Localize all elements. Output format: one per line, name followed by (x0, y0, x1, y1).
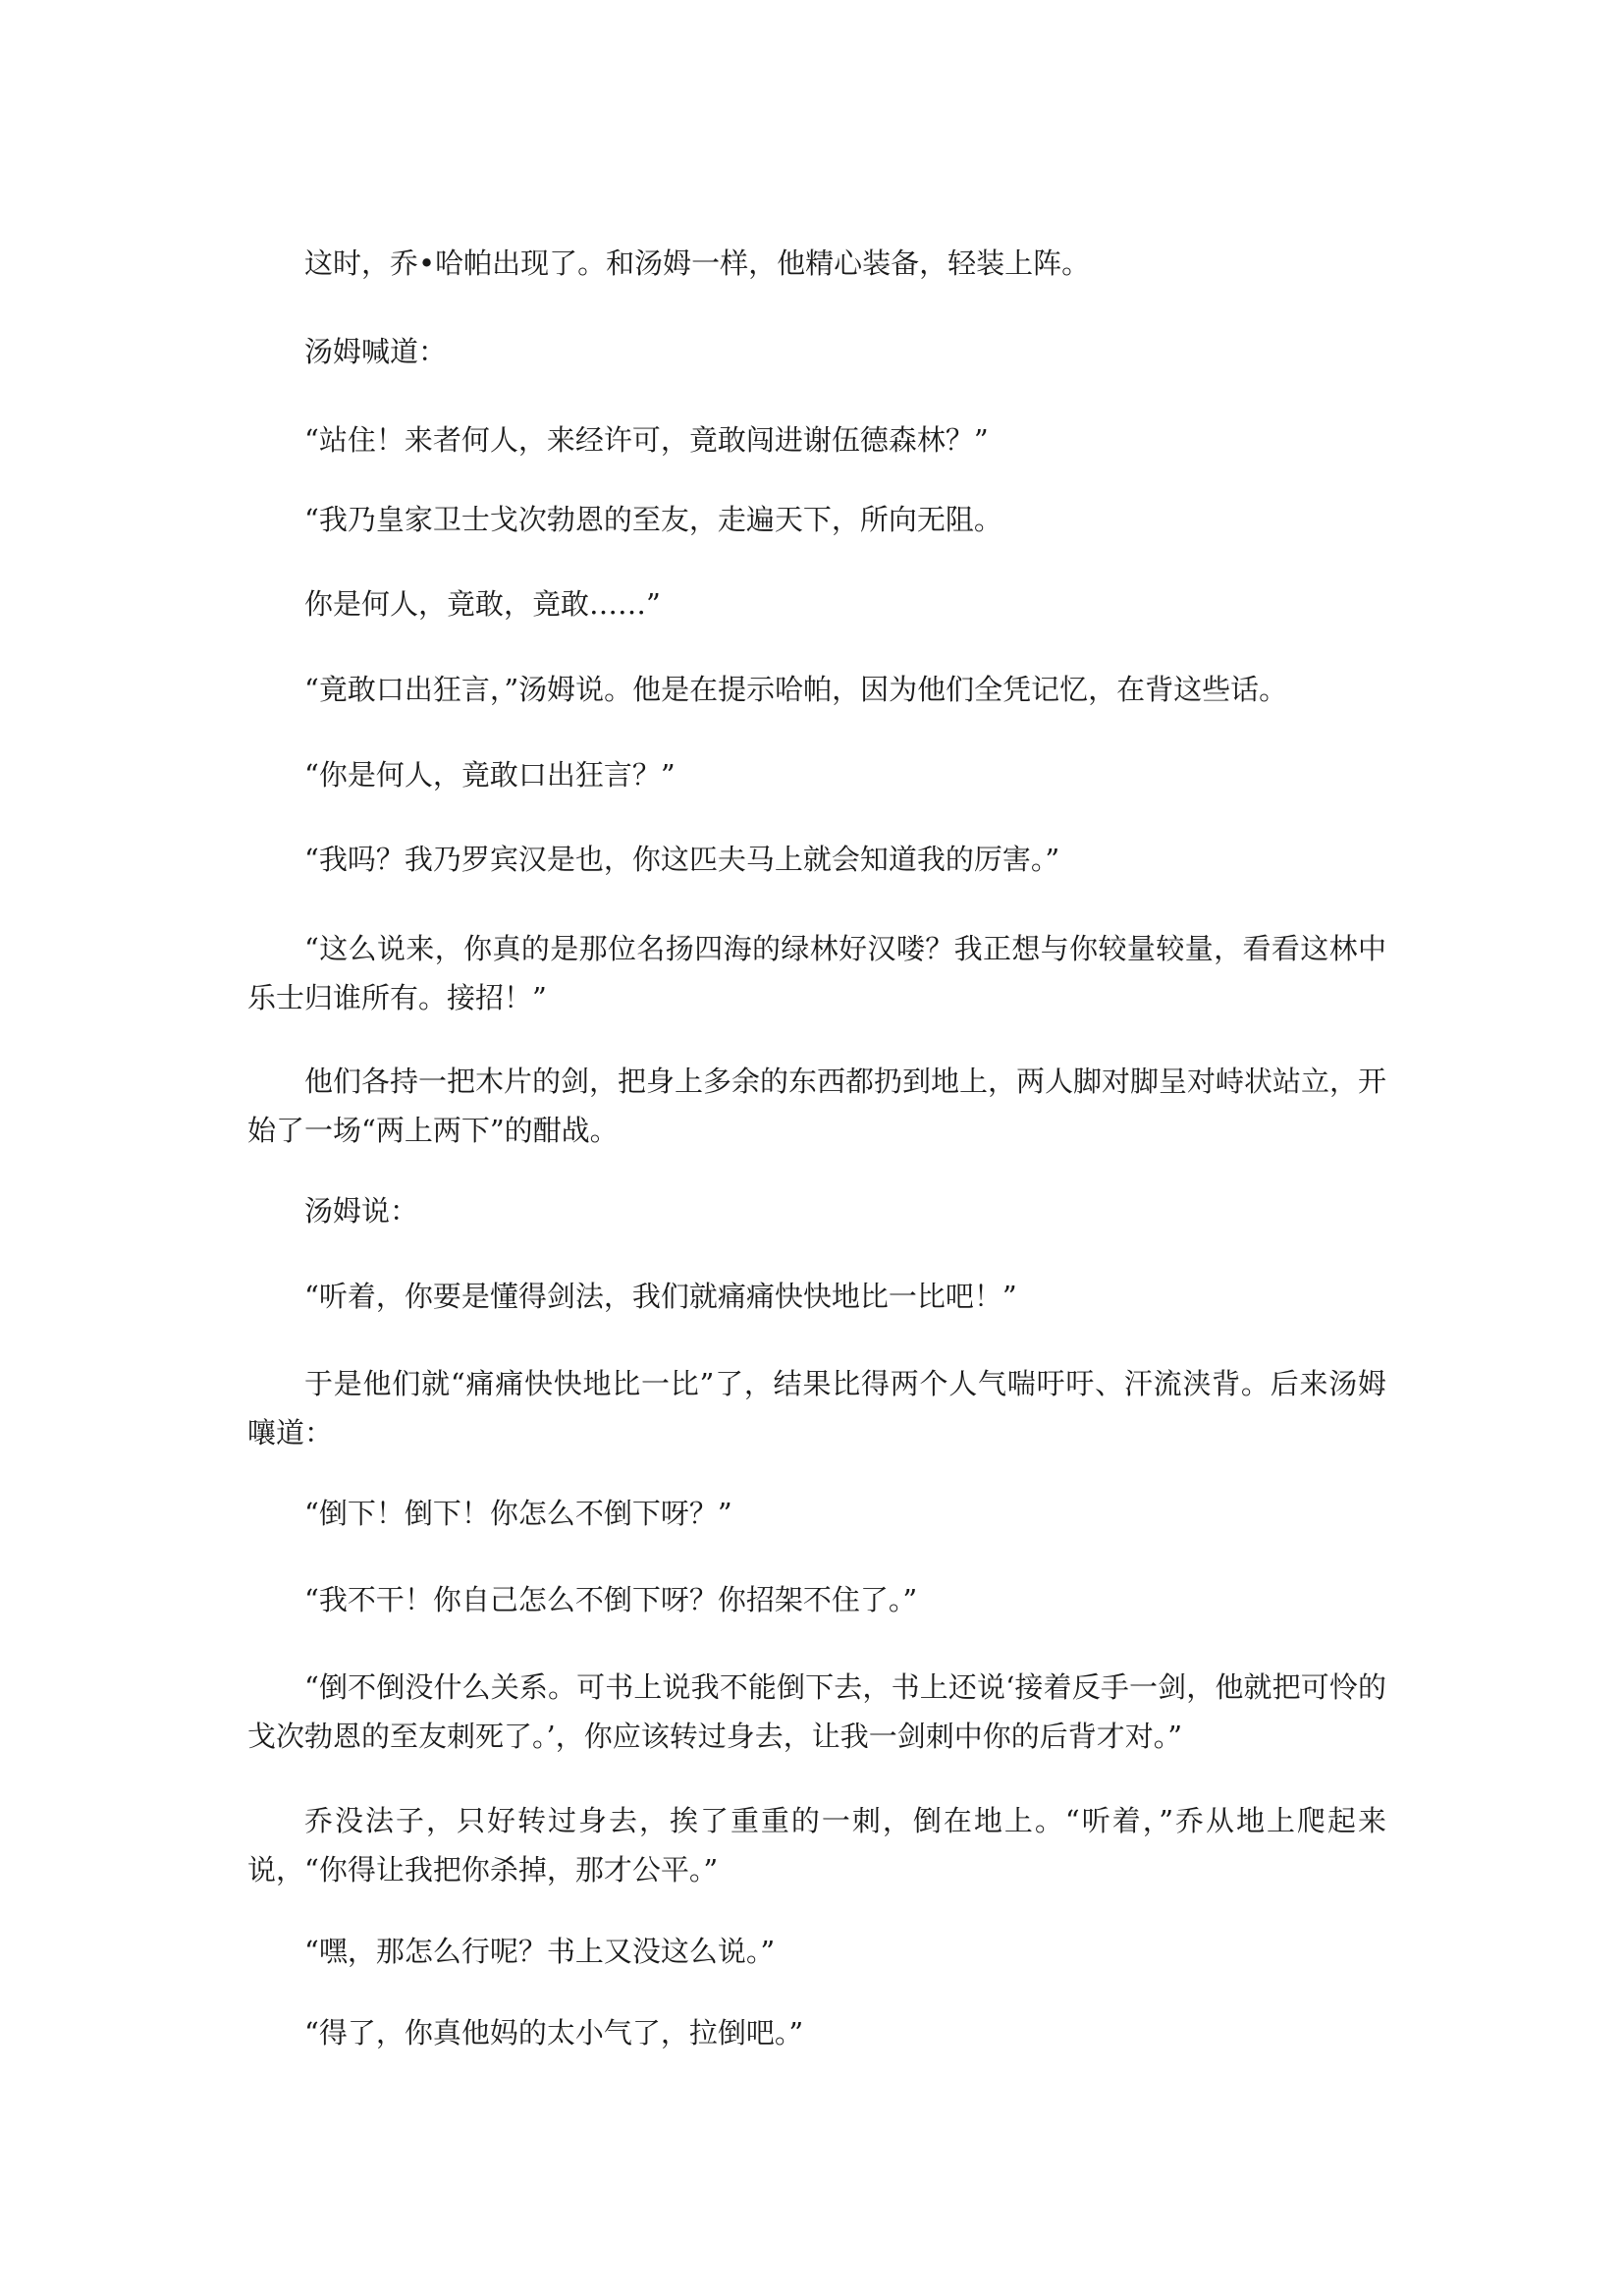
paragraph: “听着，你要是懂得剑法，我们就痛痛快快地比一比吧！” (304, 1280, 1017, 1313)
paragraph: “我不干！你自己怎么不倒下呀？你招架不住了。” (304, 1583, 918, 1616)
paragraph: “倒下！倒下！你怎么不倒下呀？” (304, 1497, 732, 1530)
paragraph: “倒不倒没什么关系。可书上说我不能倒下去，书上还说‘接着反手一剑，他就把可怜的戈次勃恩的至友刺死了。’，你应该转过身去，让我一剑刺中你的后背才对。” (247, 1670, 1386, 1753)
paragraph: “嘿，那怎么行呢？书上又没这么说。” (304, 1935, 776, 1968)
paragraph: 你是何人，竟敢，竟敢……” (304, 587, 661, 621)
paragraph: “站住！来者何人，来经许可，竟敢闯进谢伍德森林？” (304, 423, 989, 457)
paragraph: 这时，乔•哈帕出现了。和汤姆一样，他精心装备，轻装上阵。 (304, 246, 1091, 280)
paragraph: 于是他们就“痛痛快快地比一比”了，结果比得两个人气喘吁吁、汗流浃背。后来汤姆嚷道： (247, 1367, 1386, 1449)
paragraph: “得了，你真他妈的太小气了，拉倒吧。” (304, 2016, 804, 2050)
paragraph: 他们各持一把木片的剑，把身上多余的东西都扔到地上，两人脚对脚呈对峙状站立，开始了一场“两上两下”的酣战。 (247, 1065, 1387, 1147)
paragraph: “我吗？我乃罗宾汉是也，你这匹夫马上就会知道我的厉害。” (304, 843, 1060, 876)
paragraph: “竟敢口出狂言，”汤姆说。他是在提示哈帕，因为他们全凭记忆，在背这些话。 (304, 673, 1288, 706)
paragraph: “这么说来，你真的是那位名扬四海的绿林好汉喽？我正想与你较量较量，看看这林中乐士归谁所有。接招！” (247, 932, 1386, 1014)
paragraph: 汤姆喊道： (304, 335, 448, 368)
paragraph: “你是何人，竟敢口出狂言？” (304, 758, 676, 792)
paragraph: 乔没法子，只好转过身去，挨了重重的一刺，倒在地上。“听着，”乔从地上爬起来 说，“你得让我把你杀掉，那才公平。” (247, 1804, 1386, 1886)
paragraph: “我乃皇家卫士戈次勃恩的至友，走遍天下，所向无阻。 (304, 503, 1002, 536)
paragraph: 汤姆说： (304, 1194, 419, 1228)
